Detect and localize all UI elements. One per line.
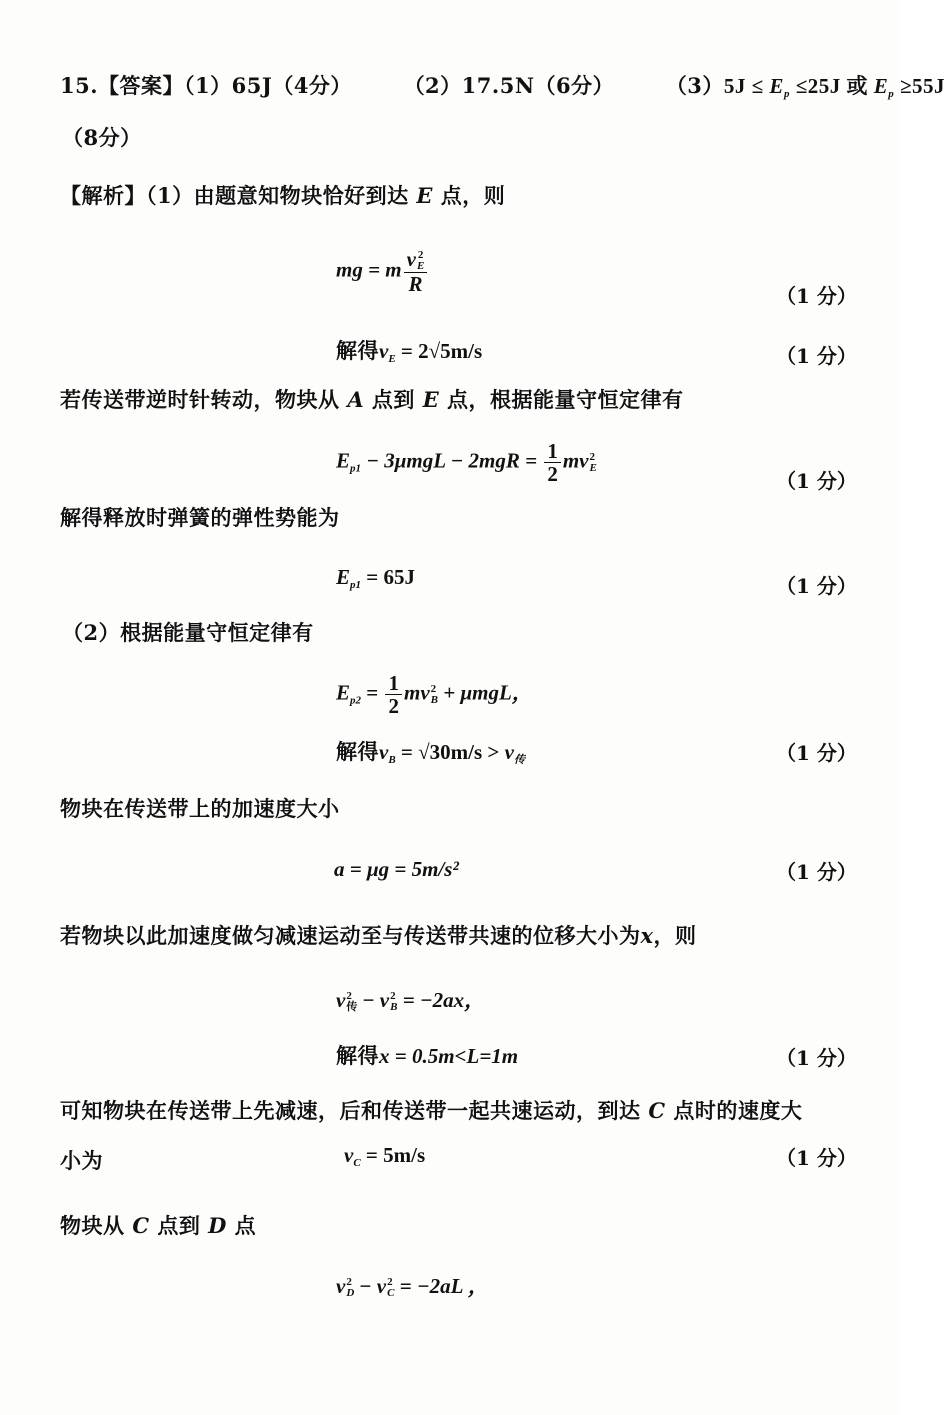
answer-part3-score: （8分） [62,125,142,150]
conclusion-text: 可知物块在传送带上先减速，后和传送带一起共速运动，到达 C 点时的速度大 [60,1098,803,1123]
part2-intro: （2）根据能量守恒定律有 [62,620,314,645]
equation-ep1: $E_{p1} = 65J$ [336,565,415,591]
answer-part1: （1）65J（4分） [184,73,352,98]
cd-text: 物块从 C 点到 D 点 [60,1213,257,1238]
equation-cd: v 2 D − v 2 C = −2aL ， [336,1274,489,1300]
release-text: 解得释放时弹簧的弹性势能为 [60,505,340,530]
score-4: （1 分） [776,574,857,598]
small-label: 小为 [60,1148,103,1173]
analysis-intro: 【解析】（1）由题意知物块恰好到达 E 点，则 [60,183,506,208]
equation-vC: $v_C = 5m/s$ [344,1143,426,1169]
equation-vE: 解得$v_E = 2√5m/s$ [336,339,483,365]
ccw-text: 若传送带逆时针转动，物块从 A 点到 E 点，根据能量守恒定律有 [60,387,684,412]
analysis-heading: 【解析】 [60,183,146,208]
score-6: （1 分） [776,860,857,884]
score-5: （1 分） [776,741,857,765]
equation-energy-1: $E_{p1} - 3\mu mgL - 2mgR$ = $\frac{1}{2}$ mv 2 E [336,439,597,486]
decel-text: 若物块以此加速度做匀减速运动至与传送带共速的位移大小为x，则 [60,923,697,948]
answer-line [60,70,945,100]
score-7: （1 分） [776,1046,857,1070]
score-2: （1 分） [776,344,857,368]
score-8: （1 分） [776,1146,857,1170]
answer-prefix: 15.【答案】 [60,73,185,98]
equation-centripetal: mg = m v 2 E R [336,248,429,295]
accel-text: 物块在传送带上的加速度大小 [60,796,340,821]
equation-vB: 解得$v_B = √30m/s > v_传$ [336,740,525,766]
equation-displacement: v 2 传 − v 2 B = −2ax， [336,988,486,1014]
answer-part3-range: $5J \le E_p \le 25J$ 或 $E_p \ge 55J$ [723,74,945,100]
equation-accel: a = μg = 5m/s² [334,857,459,881]
equation-x: 解得x = 0.5m<L=1m [336,1044,519,1068]
equation-energy-2: $E_{p2}$ = $\frac{1}{2}$ mv 2 B + μmgL， [336,671,533,718]
answer-part3-label: （3） [665,73,724,98]
score-3: （1 分） [776,469,857,493]
answer-part2: （2）17.5N（6分） [403,73,615,98]
score-1: （1 分） [776,284,857,308]
